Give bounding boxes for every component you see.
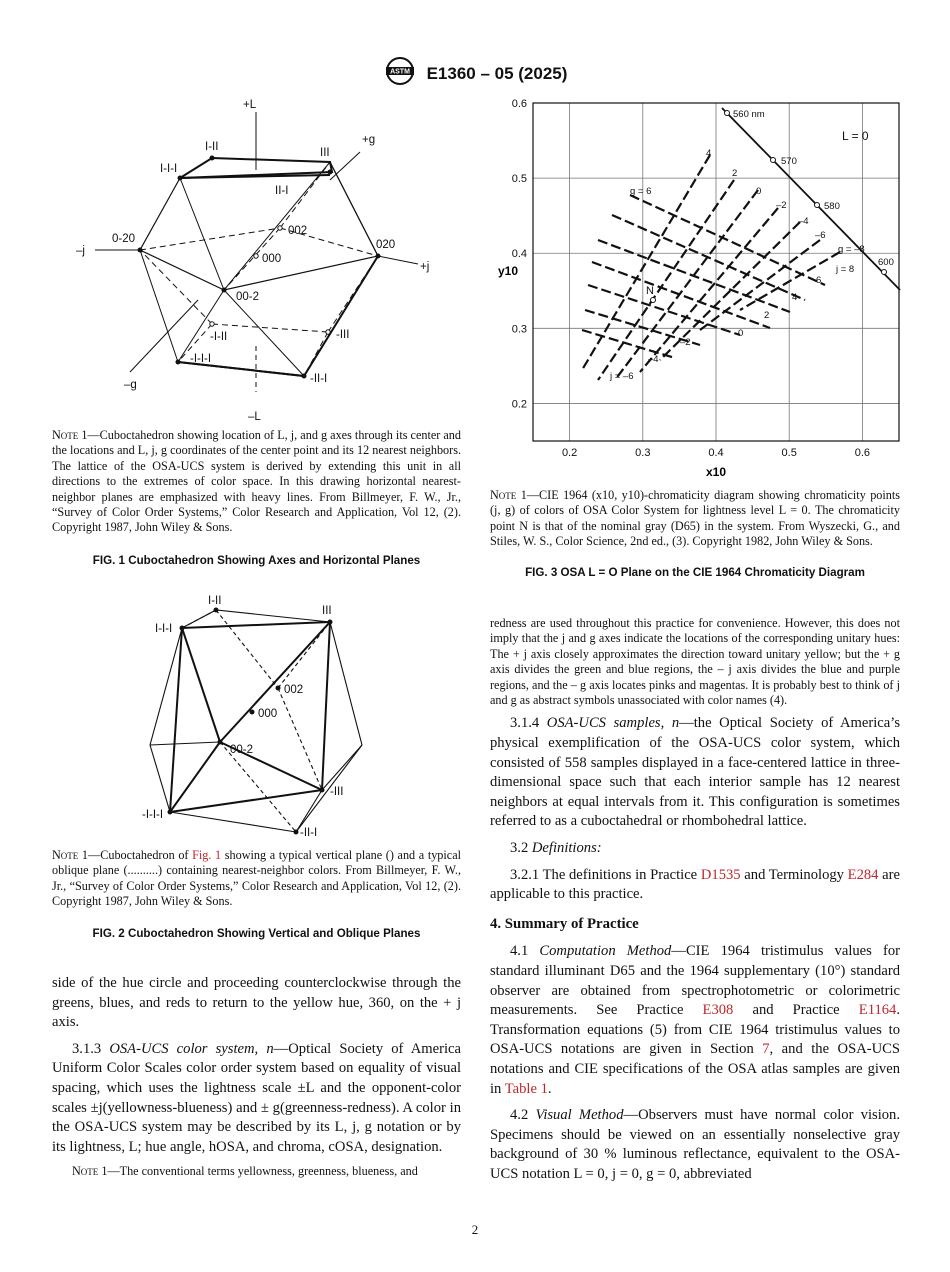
- standard-designation: E1360 – 05 (2025): [426, 63, 568, 83]
- spectrum-locus-line: [722, 108, 900, 290]
- paragraph-3-1-3: 3.1.3 OSA-UCS color system, n—Optical Society of America Uniform Color Scales color order system based on equality of visual spacing, which uses the lightness scale ±L and the opponent-color scales ±j(yellowness-blueness) and ± g(greenness-redness). A color in the OSA-UCS system may be described by its L, j, g notation or by its lightness, L; hue angle, hOSA, and chroma, cOSA, designation.: [52, 1040, 461, 1155]
- paragraph: side of the hue circle and proceeding counterclockwise through the greens, blues, and reds to return to the yellow hue, 360, on the + j axis.: [52, 975, 461, 1031]
- point-label: -III: [330, 786, 344, 798]
- page-number: 2: [471, 1222, 479, 1237]
- section-4-heading: 4. Summary of Practice: [490, 915, 639, 932]
- astm-logo: [383, 56, 417, 91]
- y-tick-label: 0.2: [511, 398, 527, 411]
- gray-point-label: N: [646, 285, 654, 297]
- figure-2-caption: FIG. 2 Cuboctahedron Showing Vertical and Oblique Planes: [92, 927, 421, 940]
- section-7-link[interactable]: 7: [762, 1041, 770, 1058]
- y-tick-label: 0.5: [511, 173, 527, 186]
- wavelength-label: 600: [878, 257, 894, 268]
- svg-text:–2: –2: [776, 200, 787, 211]
- fig1-link[interactable]: Fig. 1: [192, 848, 222, 862]
- figure-2-cuboctahedron: [140, 592, 380, 840]
- x-tick-label: 0.2: [561, 447, 578, 459]
- axis-label: –j: [76, 245, 85, 257]
- svg-text:0: 0: [738, 328, 744, 339]
- x-tick-label: 0.3: [635, 447, 651, 459]
- svg-text:4: 4: [792, 292, 798, 303]
- svg-text:–4: –4: [798, 216, 809, 227]
- point-label: 002: [288, 225, 308, 237]
- point-label: -I-II: [210, 331, 228, 343]
- y-tick-label: 0.6: [511, 98, 527, 110]
- axis-label: +j: [420, 261, 430, 273]
- paragraph-3-1-4: 3.1.4 OSA-UCS samples, n—the Optical Society of America’s physical exemplification of the OSA-UCS color system, which consisted of 558 samples displayed in a face-centered lattice in three-dimensional space such that each interior sample has 12 nearest neighbors at equal intervals from it. This configuration is sometimes referred to as a cuboctahedral or rhombohedral lattice.: [490, 715, 900, 830]
- axis-label: –g: [124, 379, 137, 391]
- note-1: Note 1—The conventional terms yellowness, greenness, blueness, and: [72, 1164, 418, 1179]
- e1164-link[interactable]: E1164: [858, 1002, 897, 1019]
- figure-1-cuboctahedron: [60, 90, 460, 425]
- point-label: I-II: [208, 595, 222, 607]
- axis-label: +L: [243, 99, 257, 111]
- svg-text:0: 0: [756, 186, 762, 197]
- g-label: g = 6: [630, 186, 652, 197]
- point-label: 000: [262, 253, 282, 265]
- y-axis-label: y10: [498, 264, 519, 278]
- svg-text:–4: –4: [648, 354, 659, 365]
- axis-label: –L: [248, 411, 261, 423]
- point-label: 000: [258, 708, 278, 720]
- figure-3-note: Note 1—CIE 1964 (x10, y10)-chromaticity diagram showing chromaticity points (j, g) of colors of OSA Color System for lightness level L = 0. The chromaticity point N is that of the nominal gray (D65) in the system. From Wyszecki, G., and Stiles, W. S., Color Science, 2nd ed., (3). Copyright 1982, John Wiley & Sons.: [490, 488, 901, 549]
- e308-link[interactable]: E308: [702, 1002, 734, 1019]
- j-label: j = –6: [610, 371, 634, 382]
- logo-text: ASTM: [389, 68, 410, 76]
- page-header: [0, 56, 950, 91]
- figure-3-chromaticity-chart: [495, 92, 915, 487]
- point-label: I-I-I: [160, 163, 178, 175]
- svg-text:4: 4: [706, 148, 712, 159]
- axis-label: +g: [362, 134, 376, 146]
- paragraph-4-1: 4.1 Computation Method—CIE 1964 tristimulus values for standard illuminant D65 and the 1964 supplementary (10°) standard observer are obtained from spectrophotometric or colorimetric measurements. See Practice E308 and Practice E1164. Transformation equations (5) from CIE 1964 tristimulus values to OSA-UCS notations are given in Section 7, and the OSA-UCS notations and CIE specifications of the OSA atlas samples are given in Table 1.: [490, 943, 900, 1097]
- note-continued: redness are used throughout this practice for convenience. However, this does not imply that the j and g axes indicate the locations of the corresponding unitary hues: The + j axis closely approximates the direction toward unitary yellow; but the + g axis divides the green and blue regions, the – j axis divides the blue and purple regions, and the – g axis locates pinks and magentas. It is probably best to think of j and g as abstract symbols unassociated with color names (4).: [490, 616, 900, 708]
- point-label: 0-20: [112, 233, 136, 245]
- wavelength-label: 580: [824, 201, 840, 212]
- point-label: I-I-I: [155, 623, 173, 635]
- point-label: -II-I: [300, 827, 318, 839]
- table-1-link[interactable]: Table 1: [504, 1080, 548, 1097]
- svg-text:–2: –2: [680, 337, 691, 348]
- left-column-text: [52, 974, 461, 1180]
- d1535-link[interactable]: D1535: [700, 866, 741, 883]
- svg-text:2: 2: [764, 310, 770, 321]
- y-tick-label: 0.4: [511, 248, 527, 261]
- point-label: 002: [284, 684, 304, 696]
- point-label: 00-2: [230, 744, 254, 756]
- svg-text:2: 2: [732, 168, 738, 179]
- x-axis-label: x10: [705, 465, 727, 479]
- y-tick-label: 0.3: [511, 323, 527, 336]
- figure-1-caption: FIG. 1 Cuboctahedron Showing Axes and Horizontal Planes: [92, 554, 421, 567]
- x-tick-label: 0.6: [854, 447, 871, 459]
- figure-1-note: Note 1—Cuboctahedron showing location of L, j, and g axes through its center and the locations and L, j, g coordinates of the center point and its 12 nearest neighbors. The lattice of the OSA-UCS system is derived by extending this unit in all directions to the extremes of color space. In this drawing horizontal nearest-neighbor planes are emphasized with heavy lines. From Billmeyer, F. W., Jr., “Survey of Color Order Systems,” Color Research and Application, Vol 12, (2). Copyright 1987, John Wiley & Sons.: [52, 428, 461, 535]
- point-label: -II-I: [310, 373, 328, 385]
- wavelength-label: 560 nm: [733, 109, 765, 120]
- svg-text:6: 6: [816, 275, 822, 286]
- right-column-text: [490, 616, 900, 1192]
- point-label: -I-I-I: [142, 809, 164, 821]
- svg-text:–6: –6: [815, 230, 826, 241]
- point-label: 00-2: [236, 291, 260, 303]
- figure-3-caption: FIG. 3 OSA L = O Plane on the CIE 1964 Chromaticity Diagram: [525, 566, 865, 579]
- paragraph-3-2: 3.2 Definitions:: [510, 840, 602, 856]
- plane-label: L = 0: [842, 129, 869, 143]
- paragraph-4-2: 4.2 Visual Method—Observers must have normal color vision. Specimens should be viewed on an essentially nonselective gray background of 30 % luminous reflectance, equivalent to the OSA-UCS notation L = 0, j = 0, g = 0, abbreviated: [490, 1107, 901, 1182]
- x-tick-label: 0.4: [708, 447, 724, 459]
- point-label: III: [320, 147, 330, 159]
- paragraph-3-2-1: 3.2.1 The definitions in Practice D1535 and Terminology E284 are applicable to this practice.: [490, 866, 900, 903]
- x-tick-label: 0.5: [781, 447, 797, 459]
- figure-2-note: Note 1—Cuboctahedron of Fig. 1 showing a typical vertical plane () and a typical oblique plane (..........) containing nearest-neighbor colors. From Billmeyer, F. W., Jr., “Survey of Color Order Systems,” Color Research and Application, Vol 12, (2). Copyright 1987, John Wiley & Sons.: [52, 848, 461, 909]
- point-label: III: [322, 605, 332, 617]
- point-label: -I-I-I: [190, 353, 212, 365]
- e284-link[interactable]: E284: [847, 866, 879, 883]
- point-label: 020: [376, 239, 396, 251]
- point-label: -III: [336, 329, 350, 341]
- point-label: II-I: [275, 185, 289, 197]
- point-label: I-II: [205, 141, 219, 153]
- j-label: j = 8: [836, 264, 855, 275]
- g-label: g = –8: [838, 244, 865, 255]
- wavelength-label: 570: [781, 156, 797, 167]
